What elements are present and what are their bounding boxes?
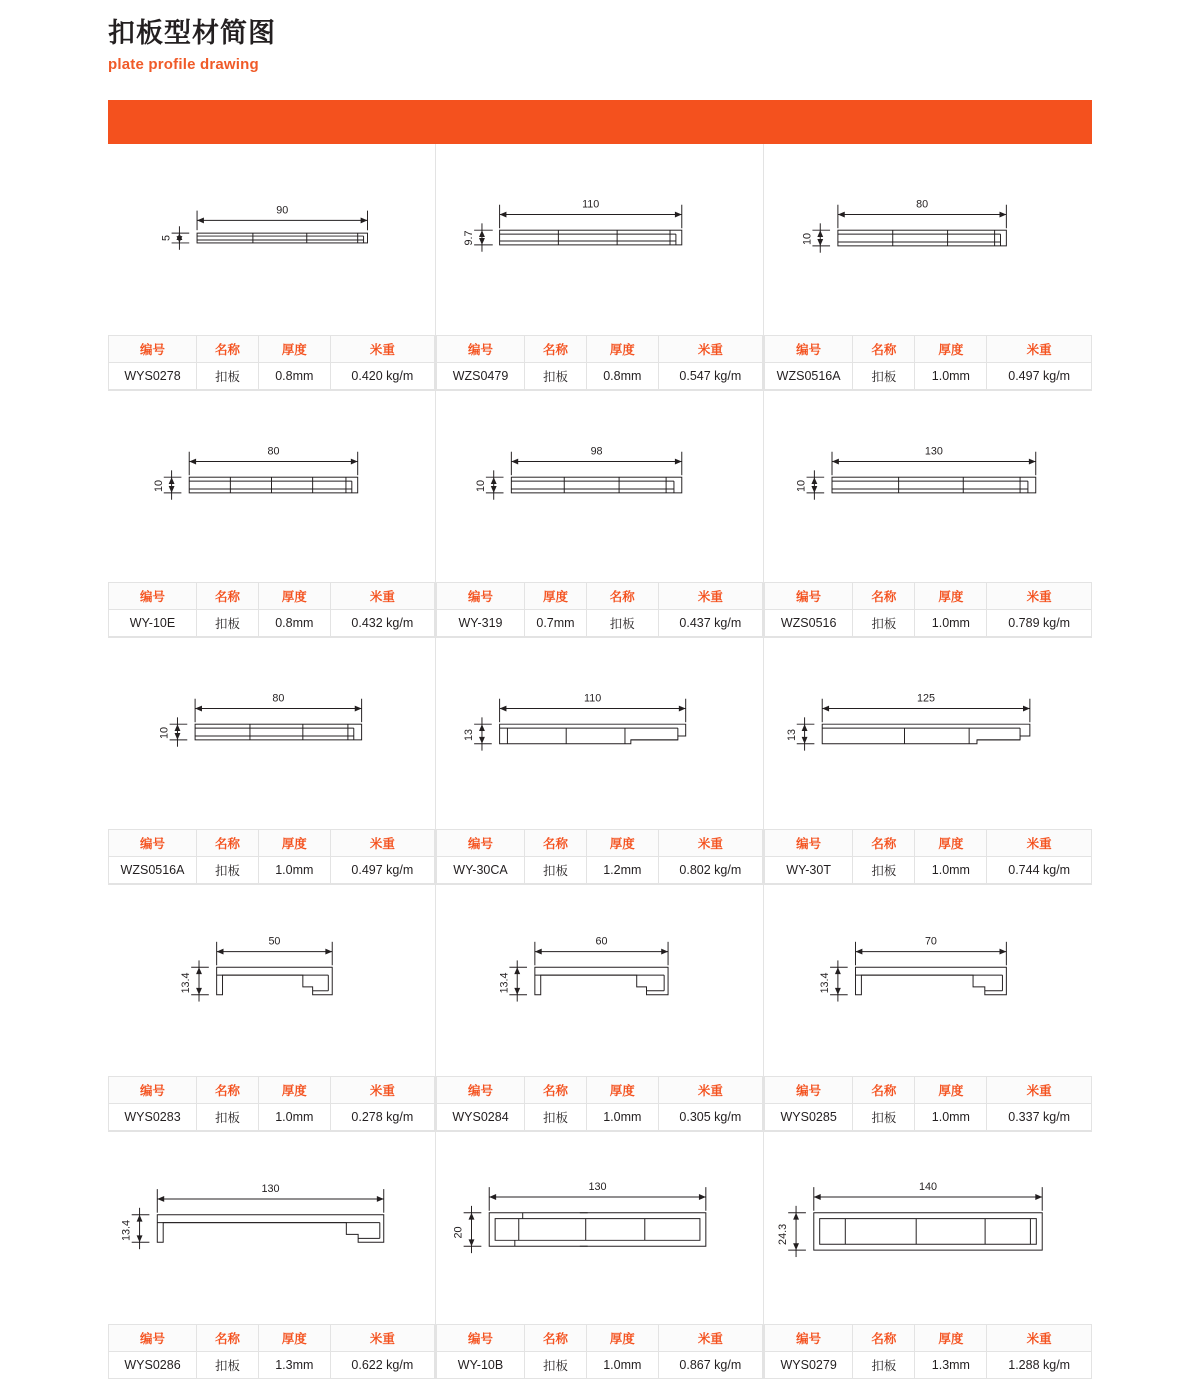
dimension-width: 110 [582, 198, 600, 211]
dimension-width: 125 [917, 692, 936, 705]
profile-card [436, 144, 764, 391]
cell-thickness: 0.8mm [258, 363, 330, 390]
profile-card [436, 1132, 764, 1379]
header-code: 编号 [437, 830, 525, 857]
cell-name: 扣板 [525, 363, 587, 390]
cell-code: WY-319 [437, 610, 525, 637]
profile-drawing [764, 1132, 1092, 1324]
table-header-row [765, 1077, 1092, 1104]
table-row [437, 610, 763, 637]
cell-weight: 0.744 kg/m [987, 857, 1092, 884]
cell-weight: 0.867 kg/m [658, 1352, 762, 1379]
cell-name: 扣板 [197, 610, 259, 637]
cell-weight: 0.337 kg/m [987, 1104, 1092, 1131]
dimension-width: 130 [261, 1183, 280, 1196]
dimension-width: 80 [916, 198, 929, 211]
table-row [437, 1352, 763, 1379]
cell-code: WZS0516A [109, 857, 197, 884]
spec-table [764, 1324, 1092, 1379]
cell-code: WYS0279 [765, 1352, 853, 1379]
profile-drawing [108, 144, 435, 335]
header-banner [108, 100, 1092, 144]
dimension-height: 10 [801, 233, 814, 246]
header-code: 编号 [109, 830, 197, 857]
header-name: 名称 [525, 336, 587, 363]
header-thickness: 厚度 [586, 1325, 658, 1352]
table-row [109, 610, 435, 637]
cell-weight: 0.432 kg/m [330, 610, 434, 637]
cell-thickness: 1.0mm [915, 610, 987, 637]
profile-card [764, 638, 1092, 885]
header-name: 名称 [586, 583, 658, 610]
spec-table [108, 1076, 435, 1131]
table-row [109, 1352, 435, 1379]
profile-card [764, 885, 1092, 1132]
cell-thickness: 0.8mm [586, 363, 658, 390]
header-weight: 米重 [658, 830, 762, 857]
dimension-height: 13.4 [819, 972, 832, 994]
header-name: 名称 [853, 830, 915, 857]
table-header-row [437, 1077, 763, 1104]
dimension-width: 60 [595, 935, 608, 948]
spec-table [436, 335, 763, 390]
page-subtitle: plate profile drawing [108, 56, 259, 73]
table-header-row [437, 583, 763, 610]
header-thickness: 厚度 [915, 583, 987, 610]
profile-drawing [108, 885, 435, 1076]
header-thickness: 厚度 [915, 336, 987, 363]
header-weight: 米重 [330, 1325, 434, 1352]
table-header-row [765, 336, 1092, 363]
dimension-height: 13 [463, 728, 476, 741]
header-weight: 米重 [330, 336, 434, 363]
profile-card [436, 391, 764, 638]
cell-weight: 0.802 kg/m [658, 857, 762, 884]
profile-drawing [764, 144, 1092, 335]
cell-code: WYS0284 [437, 1104, 525, 1131]
spec-table [436, 829, 763, 884]
header-name: 名称 [197, 583, 259, 610]
dimension-width: 50 [268, 935, 281, 948]
header-weight: 米重 [987, 583, 1092, 610]
table-row [109, 1104, 435, 1131]
header-weight: 米重 [987, 830, 1092, 857]
header-name: 名称 [853, 583, 915, 610]
header-thickness: 厚度 [586, 830, 658, 857]
table-header-row [765, 583, 1092, 610]
header-weight: 米重 [987, 1325, 1092, 1352]
header-name: 名称 [197, 336, 259, 363]
table-row [765, 857, 1092, 884]
dimension-width: 140 [918, 1181, 938, 1194]
cell-name: 扣板 [853, 1352, 915, 1379]
cell-name: 扣板 [525, 1352, 587, 1379]
cell-code: WY-10E [109, 610, 197, 637]
cell-code: WYS0283 [109, 1104, 197, 1131]
cell-name: 扣板 [853, 1104, 915, 1131]
spec-table [764, 1076, 1092, 1131]
table-header-row [437, 336, 763, 363]
cell-name: 扣板 [197, 1352, 259, 1379]
spec-table [108, 1324, 435, 1379]
dimension-height: 5 [160, 235, 173, 242]
profile-drawing [108, 391, 435, 582]
cell-thickness: 1.0mm [586, 1104, 658, 1131]
profile-card [108, 885, 436, 1132]
header-thickness: 厚度 [915, 830, 987, 857]
cell-name: 扣板 [853, 857, 915, 884]
profile-drawing [108, 638, 435, 829]
header-name: 名称 [853, 1077, 915, 1104]
profile-card [108, 391, 436, 638]
cell-thickness: 1.0mm [915, 363, 987, 390]
header-weight: 米重 [330, 583, 434, 610]
dimension-width: 130 [588, 1181, 607, 1194]
spec-table [436, 1324, 763, 1379]
cell-thickness: 1.0mm [915, 857, 987, 884]
table-row [765, 363, 1092, 390]
cell-weight: 0.789 kg/m [987, 610, 1092, 637]
header-name: 名称 [853, 1325, 915, 1352]
table-row [109, 857, 435, 884]
header-weight: 米重 [330, 830, 434, 857]
cell-name: 扣板 [197, 1104, 259, 1131]
header-name: 名称 [853, 336, 915, 363]
table-header-row [109, 336, 435, 363]
spec-table [108, 829, 435, 884]
table-header-row [765, 830, 1092, 857]
header-thickness: 厚度 [258, 336, 330, 363]
header-thickness: 厚度 [586, 1077, 658, 1104]
header-weight: 米重 [987, 336, 1092, 363]
header-code: 编号 [109, 1325, 197, 1352]
dimension-height: 10 [152, 480, 165, 493]
cell-code: WZS0479 [437, 363, 525, 390]
cell-weight: 0.547 kg/m [658, 363, 762, 390]
cell-name: 扣板 [525, 1104, 587, 1131]
profile-drawing [436, 638, 763, 829]
dimension-width: 70 [924, 935, 937, 948]
profile-drawing [108, 1132, 435, 1324]
table-row [109, 363, 435, 390]
spec-table [436, 1076, 763, 1131]
profile-drawing [436, 885, 763, 1076]
profile-drawing [436, 144, 763, 335]
header-name: 名称 [525, 1325, 587, 1352]
dimension-height: 13.4 [120, 1219, 133, 1242]
cell-weight: 0.420 kg/m [330, 363, 434, 390]
header-weight: 米重 [658, 1325, 762, 1352]
profile-drawing [764, 391, 1092, 582]
table-row [437, 363, 763, 390]
cell-code: WYS0278 [109, 363, 197, 390]
dimension-height: 9.7 [463, 230, 476, 246]
profile-card [764, 144, 1092, 391]
spec-table [108, 582, 435, 637]
header-code: 编号 [109, 1077, 197, 1104]
header-weight: 米重 [658, 336, 762, 363]
header-code: 编号 [765, 1077, 853, 1104]
header-code: 编号 [765, 830, 853, 857]
page-title-block [108, 16, 276, 74]
profile-drawing [436, 391, 763, 582]
table-row [437, 1104, 763, 1131]
header-weight: 米重 [658, 583, 762, 610]
table-header-row [109, 583, 435, 610]
cell-weight: 0.278 kg/m [330, 1104, 434, 1131]
header-code: 编号 [765, 583, 853, 610]
cell-thickness: 1.0mm [258, 857, 330, 884]
header-thickness: 厚度 [258, 830, 330, 857]
table-header-row [109, 1325, 435, 1352]
cell-name: 扣板 [197, 363, 259, 390]
cell-code: WZS0516 [765, 610, 853, 637]
profile-card [108, 144, 436, 391]
header-thickness: 厚度 [586, 336, 658, 363]
cell-weight: 0.305 kg/m [658, 1104, 762, 1131]
header-name: 名称 [525, 1077, 587, 1104]
spec-table [764, 582, 1092, 637]
spec-table [764, 335, 1092, 390]
cell-code: WY-10B [437, 1352, 525, 1379]
cell-thickness: 1.3mm [915, 1352, 987, 1379]
cell-thickness: 1.2mm [586, 857, 658, 884]
profile-card [436, 638, 764, 885]
dimension-width: 130 [924, 445, 943, 458]
cell-name: 扣板 [853, 363, 915, 390]
cell-thickness: 1.0mm [915, 1104, 987, 1131]
header-name: 名称 [197, 1077, 259, 1104]
table-header-row [109, 1077, 435, 1104]
cell-thickness: 0.7mm [525, 610, 587, 637]
dimension-height: 13.4 [180, 972, 193, 994]
cell-code: WY-30T [765, 857, 853, 884]
dimension-height: 10 [474, 480, 487, 493]
table-row [765, 1352, 1092, 1379]
dimension-height: 13 [785, 728, 798, 741]
table-row [765, 1104, 1092, 1131]
page-title: 扣板型材简图 [108, 18, 276, 48]
header-code: 编号 [765, 1325, 853, 1352]
header-code: 编号 [109, 583, 197, 610]
dimension-width: 98 [590, 445, 603, 458]
spec-table [436, 582, 763, 637]
header-weight: 米重 [658, 1077, 762, 1104]
profile-card [108, 638, 436, 885]
profile-card [108, 1132, 436, 1379]
cell-weight: 0.622 kg/m [330, 1352, 434, 1379]
table-header-row [437, 830, 763, 857]
header-thickness: 厚度 [258, 1077, 330, 1104]
cell-weight: 0.497 kg/m [987, 363, 1092, 390]
cell-code: WYS0286 [109, 1352, 197, 1379]
cell-name: 扣板 [853, 610, 915, 637]
cell-thickness: 1.0mm [586, 1352, 658, 1379]
header-name: 名称 [525, 830, 587, 857]
profile-grid [108, 144, 1092, 1379]
header-thickness: 厚度 [525, 583, 587, 610]
dimension-width: 110 [584, 692, 602, 705]
cell-thickness: 1.0mm [258, 1104, 330, 1131]
header-name: 名称 [197, 830, 259, 857]
cell-thickness: 0.8mm [258, 610, 330, 637]
cell-code: WY-30CA [437, 857, 525, 884]
profile-card [764, 1132, 1092, 1379]
table-row [437, 857, 763, 884]
header-code: 编号 [437, 336, 525, 363]
cell-name: 扣板 [525, 857, 587, 884]
header-code: 编号 [437, 1325, 525, 1352]
profile-card [436, 885, 764, 1132]
spec-table [764, 829, 1092, 884]
dimension-width: 90 [276, 204, 289, 217]
cell-code: WYS0285 [765, 1104, 853, 1131]
dimension-height: 10 [795, 480, 808, 493]
cell-thickness: 1.3mm [258, 1352, 330, 1379]
dimension-height: 20 [452, 1226, 465, 1239]
dimension-height: 24.3 [777, 1223, 790, 1245]
dimension-height: 13.4 [498, 972, 511, 994]
header-code: 编号 [765, 336, 853, 363]
header-weight: 米重 [987, 1077, 1092, 1104]
profile-card [764, 391, 1092, 638]
header-thickness: 厚度 [258, 583, 330, 610]
header-code: 编号 [109, 336, 197, 363]
header-name: 名称 [197, 1325, 259, 1352]
cell-name: 扣板 [586, 610, 658, 637]
header-weight: 米重 [330, 1077, 434, 1104]
table-row [765, 610, 1092, 637]
cell-name: 扣板 [197, 857, 259, 884]
table-header-row [437, 1325, 763, 1352]
cell-weight: 0.437 kg/m [658, 610, 762, 637]
dimension-width: 80 [272, 692, 285, 705]
profile-drawing [436, 1132, 763, 1324]
table-header-row [109, 830, 435, 857]
cell-weight: 1.288 kg/m [987, 1352, 1092, 1379]
header-thickness: 厚度 [915, 1325, 987, 1352]
cell-code: WZS0516A [765, 363, 853, 390]
table-header-row [765, 1325, 1092, 1352]
dimension-width: 80 [267, 445, 280, 458]
profile-drawing [764, 638, 1092, 829]
header-code: 编号 [437, 583, 525, 610]
dimension-height: 10 [158, 727, 171, 740]
header-thickness: 厚度 [915, 1077, 987, 1104]
profile-drawing [764, 885, 1092, 1076]
spec-table [108, 335, 435, 390]
header-thickness: 厚度 [258, 1325, 330, 1352]
cell-weight: 0.497 kg/m [330, 857, 434, 884]
header-code: 编号 [437, 1077, 525, 1104]
